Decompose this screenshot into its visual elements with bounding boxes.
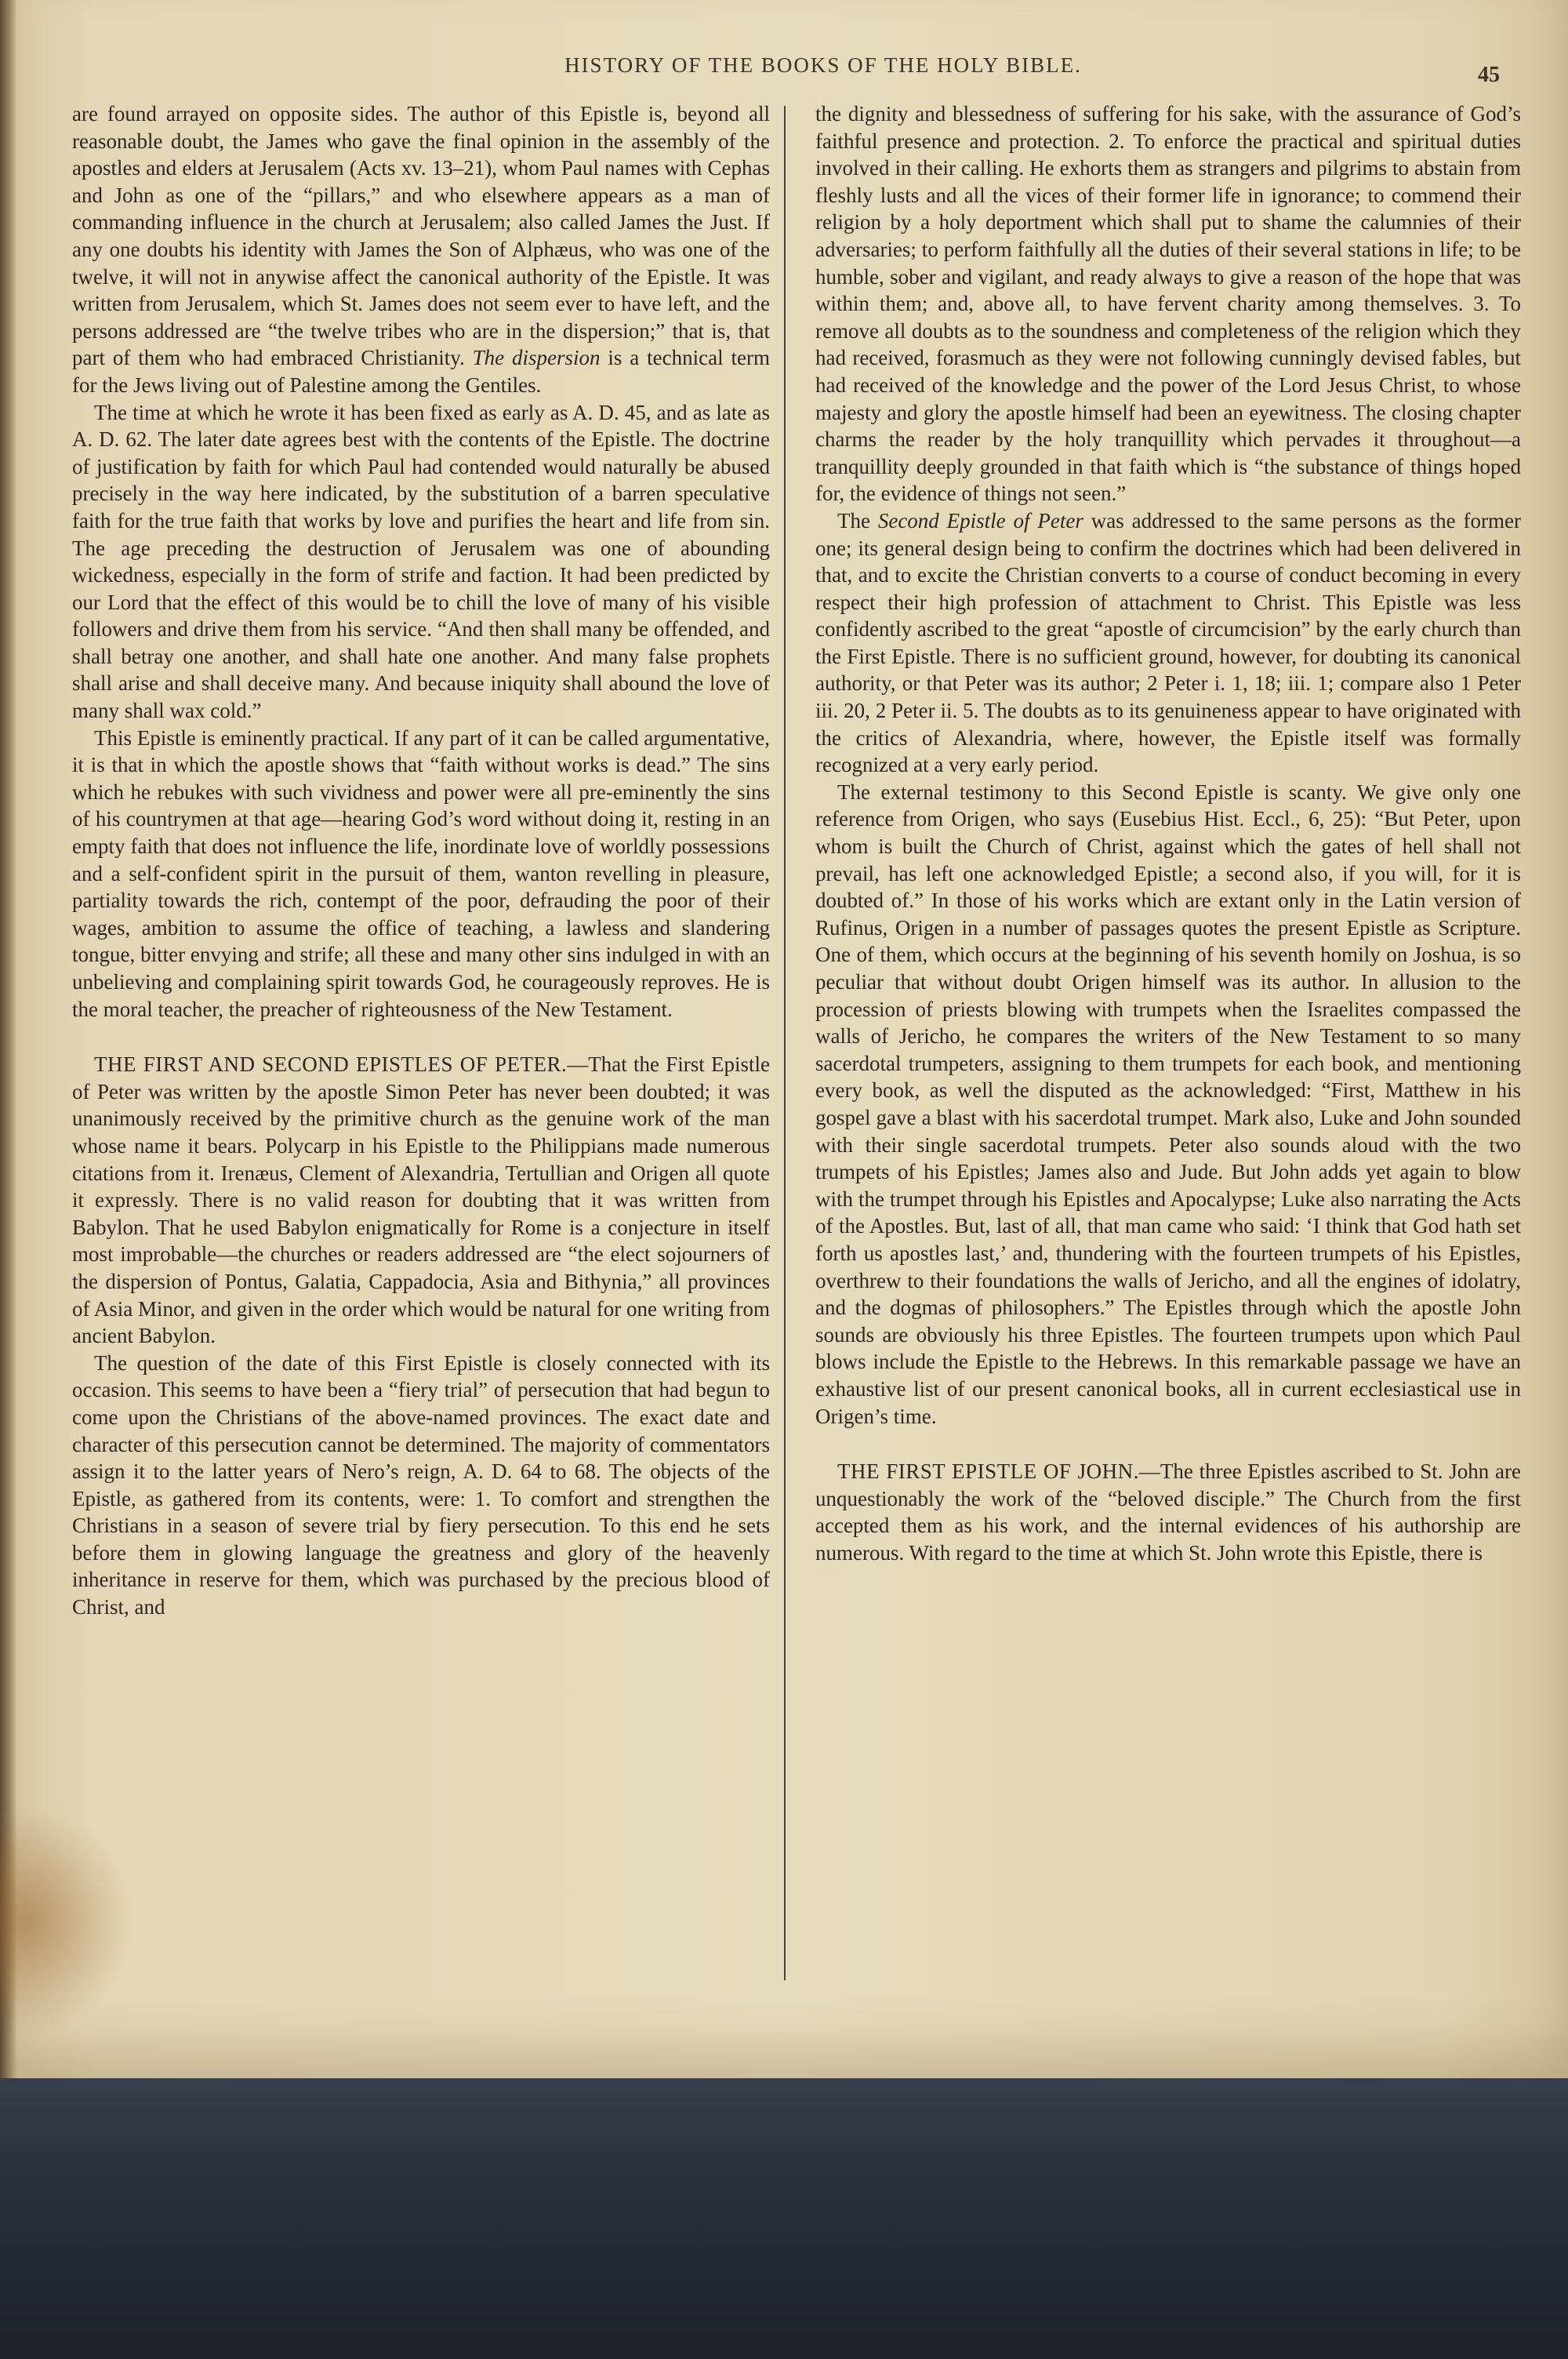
running-head: HISTORY OF THE BOOKS OF THE HOLY BIBLE. — [564, 53, 1082, 77]
table-background — [0, 2055, 1568, 2359]
left-paragraph-1: are found arrayed on opposite sides. The author of this Epistle is, beyond all reasonable doubt, the James who gave the final opinion in the assembly of the apostles and elders at Jerusalem (Acts xv. 13–21), whom Paul names with Cephas and John as one of the “pillars,” and who elsewhere appears as a man of commanding influence in the church at Jerusalem; also called James the Just. If any one doubts his identity with James the Son of Alphæus, who was one of the twelve, it will not in anywise affect the canonical authority of the Epistle. It was written from Jerusalem, which St. James does not seem ever to have left, and the persons addressed are “the twelve tribes who are in the dispersion;” that is, that part of them who had embraced Christianity. The dispersion is a technical term for the Jews living out of Palestine among the Gentiles. — [72, 102, 770, 397]
section-heading-john: THE FIRST EPISTLE OF JOHN. — [837, 1459, 1139, 1484]
right-paragraph-4: THE FIRST EPISTLE OF JOHN.—The three Epistles ascribed to St. John are unquestionably the work of the “beloved disciple.” The Church from the first accepted them as his work, and the internal evidences of his authorship are numerous. With regard to the time at which St. John wrote this Epistle, there is — [815, 1459, 1521, 1565]
right-paragraph-3: The external testimony to this Second Epistle is scanty. We give only one reference from Origen, who says (Eusebius Hist. Eccl., 6, 25): “But Peter, upon whom is built the Church of Christ, against which the gates of hell shall not prevail, has left one acknowledged Epistle; a second also, if you will, for it is doubted of.” In those of his works which are extant only in the Latin version of Rufinus, Origen in a number of passages quotes the present Epistle as Scripture. One of them, which occurs at the beginning of his seventh homily on Joshua, is so peculiar that without doubt Origen himself was its author. In allusion to the procession of priests blowing with trumpets when the Israelites compassed the walls of Jericho, he compares the writers of the New Testament to so many sacerdotal trumpeters, assigning to them trumpets for each book, and mentioning every book, as well the disputed as the acknowledged: “First, Matthew in his gospel gave a blast with his sacerdotal trumpet. Mark also, Luke and John sounded with their single sacerdotal trumpets. Peter also sounds aloud with the two trumpets of his Epistles; James also and Jude. But John adds yet again to blow with the trumpet through his Epistles and Apocalypse; Luke also narrating the Acts of the Apostles. But, last of all, that man came who said: ‘I think that God hath set forth us apostles last,’ and, thundering with the fourteen trumpets of his Epistles, overthrew to their foundations the walls of Jericho, and all the engines of idolatry, and the dogmas of philosophers.” The Epistles through which the apostle John sounds are obviously his three Epistles. The fourteen trumpets upon which Paul blows include the Epistle to the Hebrews. In this remarkable passage we have an exhaustive list of our present canonical books, all in current ecclesiastical use in Origen’s time. — [815, 780, 1521, 1428]
section-heading-peter: THE FIRST AND SECOND EPISTLES OF PETER. — [94, 1052, 568, 1077]
left-paragraph-4: THE FIRST AND SECOND EPISTLES OF PETER.—That the First Epistle of Peter was written by the apostle Simon Peter has never been doubted; it was unanimously received by the primitive church as the genuine work of the man whose name it bears. Polycarp in his Epistle to the Philippians made numerous citations from it. Irenæus, Clement of Alexandria, Tertullian and Origen all quote it expressly. There is no valid reason for doubting that it was written from Babylon. That he used Babylon enigmatically for Rome is a conjecture in itself most improbable—the churches or readers addressed are “the elect sojourners of the dispersion of Pontus, Galatia, Cappadocia, Asia and Bithynia,” all provinces of Asia Minor, and given in the order which would be natural for one writing from ancient Babylon. — [72, 1052, 770, 1348]
left-paragraph-5: The question of the date of this First Epistle is closely connected with its occasion. This seems to have been a “fiery trial” of persecution that had begun to come upon the Christians of the above-named provinces. The exact date and character of this persecution cannot be determined. The majority of commentators assign it to the latter years of Nero’s reign, A. D. 64 to 68. The objects of the Epistle, as gathered from its contents, were: 1. To comfort and strengthen the Christians in a season of severe trial by fiery persecution. To this end he sets before them in glowing language the greatness and glory of the heavenly inheritance in reserve for them, which was purchased by the precious blood of Christ, and — [72, 1350, 770, 1619]
right-paragraph-2: The Second Epistle of Peter was addressed to the same persons as the former one; its general design being to confirm the doctrines which had been delivered in that, and to excite the Christian converts to a course of conduct becoming in every respect their high profession of attachment to Christ. This Epistle was less confidently ascribed to the great “apostle of circumcision” by the early church than the First Epistle. There is no sufficient ground, however, for doubting its canonical authority, or that Peter was its author; 2 Peter i. 1, 18; iii. 1; compare also 1 Peter iii. 20, 2 Peter ii. 5. The doubts as to its genuineness appear to have originated with the critics of Alexandria, where, however, the Epistle itself was formally recognized at a very early period. — [815, 508, 1521, 777]
left-column — [72, 100, 770, 1998]
left-paragraph-2: The time at which he wrote it has been fixed as early as A. D. 45, and as late as A. D. 62. The later date agrees best with the contents of the Epistle. The doctrine of justification by faith for which Paul had contended would naturally be abused precisely in the way here indicated, by the substitution of a barren speculative faith for the true faith that works by love and purifies the heart and life from sin. The age preceding the destruction of Jerusalem was one of abounding wickedness, especially in the form of strife and faction. It had been predicted by our Lord that the effect of this would be to chill the love of many of his visible followers and drive them from his service. “And then shall many be offended, and shall betray one another, and shall hate one another. And many false prophets shall arise and shall deceive many. And because iniquity shall abound the love of many shall wax cold.” — [72, 400, 770, 723]
column-divider — [784, 106, 786, 1980]
page-number: 45 — [1478, 63, 1500, 87]
right-column — [815, 100, 1521, 1998]
italic-term: The dispersion — [472, 346, 601, 370]
italic-title: Second Epistle of Peter — [877, 508, 1083, 533]
right-paragraph-1: the dignity and blessedness of suffering for his sake, with the assurance of God’s faithful presence and protection. 2. To enforce the practical and spiritual duties involved in their calling. He exhorts them as strangers and pilgrims to abstain from fleshly lusts and all the vices of their former life in ignorance; to commend their religion by a holy deportment which shall put to shame the calumnies of their adversaries; to perform faithfully all the duties of their several stations in life; to be humble, sober and vigilant, and ready always to give a reason of the hope that was within them; and, above all, to have fervent charity among themselves. 3. To remove all doubts as to the soundness and completeness of the religion which they had received, forasmuch as they were not following cunningly devised fables, but had received of the knowledge and the power of the Lord Jesus Christ, to whose majesty and glory the apostle himself had been an eyewitness. The closing chapter charms the reader by the holy tranquillity which pervades it throughout—a tranquillity deeply grounded in that faith which is “the substance of things hoped for, the evidence of things not seen.” — [815, 102, 1521, 506]
left-paragraph-3: This Epistle is eminently practical. If any part of it can be called argumentative, it is that in which the apostle shows that “faith without works is dead.” The sins which he rebukes with such vividness and power were all pre-eminently the sins of his countrymen at that age—hearing God’s word without doing it, resting in an empty faith that does not influence the life, inordinate love of worldly possessions and a self-confident spirit in the pursuit of them, wanton revelling in pleasure, partiality towards the rich, contempt of the poor, defrauding the poor of their wages, ambition to assume the office of teaching, a lawless and slandering tongue, bitter envying and strife; all these and many other sins indulged in with an unbelieving and complaining spirit towards God, he courageously reproves. He is the moral teacher, the preacher of righteousness of the New Testament. — [72, 725, 770, 1021]
